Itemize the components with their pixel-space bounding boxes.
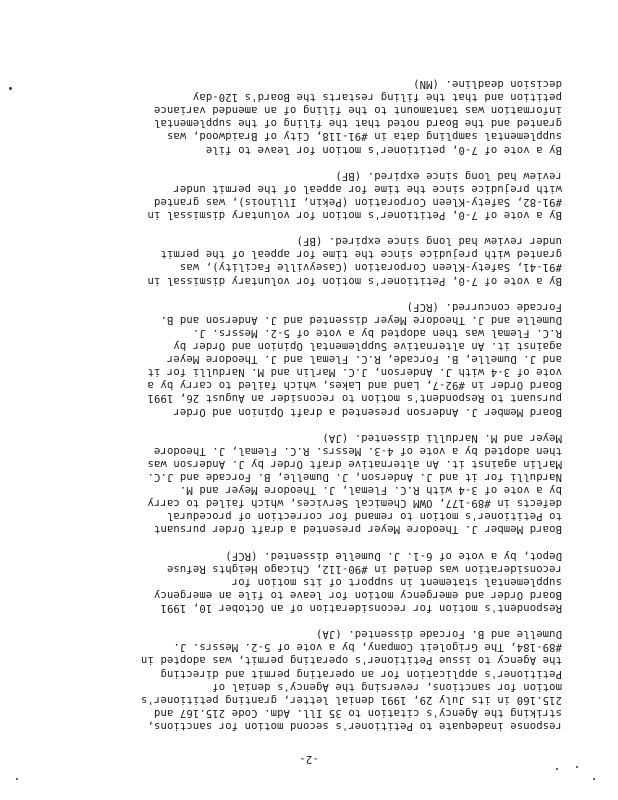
text-line: By a vote of 7-0, Petitioner's motion for voluntary dismissal in	[147, 274, 562, 287]
text-line: Forcade concurred. (RCF)	[406, 300, 562, 313]
text-line: Board Member J. Theodore Meyer presented a draft Order pursuant	[153, 523, 562, 536]
text-line: Board Order in #92-7, Land and Lakes, which failed to carry by a	[147, 379, 562, 392]
text-line: petition and that the filing restarts the Board's 120-day	[192, 91, 562, 104]
text-line: #91-82, Safety-Kleen Corporation (Pekin, Illinois), was granted	[153, 196, 562, 208]
text-line: supplemental statement in support of its motion for	[231, 575, 562, 588]
text-line: Respondent's motion for reconsideration of an October 10, 1991	[160, 602, 562, 615]
scan-speck	[556, 768, 558, 770]
text-line: decision deadline. (MN)	[413, 78, 562, 91]
text-line: By a vote of 7-0, Petitioner's motion for voluntary dismissal in	[147, 209, 562, 222]
text-line: #91-41, Safety-Kleen Corporation (Caseyville Facility), was	[179, 261, 562, 274]
text-line: Marlin against it. An alternative draft Order by J. Anderson was	[147, 458, 562, 470]
text-line: information was tantamount to the filing of an amended variance	[153, 104, 562, 117]
text-line: Board Member J. Anderson presented a draft Opinion and Order	[173, 405, 562, 418]
text-line: and J. Dumelle, B. Forcade, R.C. Flemal and J. Theodore Meyer	[166, 353, 562, 366]
text-line: Dumelle and B. Forcade dissented. (JA)	[315, 628, 562, 641]
text-line: then adopted by a vote of 4-3. Messrs. R.C. Flemal, J. Theodore	[153, 444, 562, 457]
text-line: the Agency to issue Petitioner's operating permit, was adopted in	[140, 654, 562, 667]
text-line: vote of 3-4 with J. Anderson, J.C. Marlin and M. Nardulli for it	[147, 366, 562, 379]
text-line: Depot, by a vote of 6-1. J. Dumelle dissented. (RCF)	[225, 549, 562, 562]
text-line: #89-184, The Grigoleit Company, by a vote of 5-2. Messrs. J.	[173, 641, 562, 654]
scan-speck	[576, 766, 578, 768]
scan-speck	[593, 778, 595, 780]
text-line: under review had long since expired. (BF)	[296, 235, 562, 248]
text-line: Dumelle and J. Theodore Meyer dissented and J. Anderson and B.	[160, 313, 562, 326]
text-line: 215.160 in its July 29, 1991 denial letter, granting petitioner's	[140, 693, 562, 706]
text-line: review had long since expired. (BF)	[335, 169, 562, 182]
scan-speck	[9, 87, 12, 90]
text-line: granted with prejudice since the time for appeal of the permit	[160, 248, 562, 261]
text-line: against it. An alternative Supplemental Opinion and Order by	[173, 340, 562, 353]
text-line: R.C. Flemal was then adopted by a vote of 5-2. Messrs. J.	[192, 327, 562, 339]
text-line: Nardulli for it and J. Anderson, J. Dumelle, B. Forcade and J.C.	[147, 471, 562, 484]
text-line: granted and the Board noted that the filing of the supplemental	[153, 117, 562, 130]
text-line: pursuant to Respondent's motion to reconsider an August 26, 1991	[147, 392, 562, 405]
text-line: striking the Agency's citation to 35 Ill. Adm. Code 215.167 and	[153, 706, 562, 719]
text-line: Board Order and emergency motion for leave to file an emergency	[153, 589, 562, 601]
text-line: by a vote of 3-4 with R.C. Flemal, J. Theodore Meyer and M.	[179, 484, 562, 497]
text-line: Meyer and M. Nardulli dissented. (JA)	[322, 431, 562, 444]
page-number: -2-	[299, 753, 319, 766]
text-line: Petitioner's application for an operating permit and directing	[160, 667, 562, 680]
text-line: By a vote of 7-0, petitioner's motion for leave to file	[205, 143, 562, 156]
text-line: with prejudice since the time for appeal of the permit under	[173, 182, 562, 195]
text-line: motion for sanctions, reversing the Agency's denial of	[212, 680, 562, 693]
text-line: response inadequate to Petitioner's second motion for sanctions,	[147, 720, 562, 732]
text-line: defects in #89-177, OWM Chemical Services, which failed to carry	[147, 497, 562, 510]
text-line: reconsideration was denied in #90-112, Chicago Heights Refuse	[166, 562, 562, 575]
scan-speck	[16, 778, 18, 780]
text-line: to Petitioner's motion to remand for correction of procedural	[166, 510, 562, 523]
text-line: supplemental sampling data in #91-118, City of Braidwood, was	[166, 130, 562, 143]
